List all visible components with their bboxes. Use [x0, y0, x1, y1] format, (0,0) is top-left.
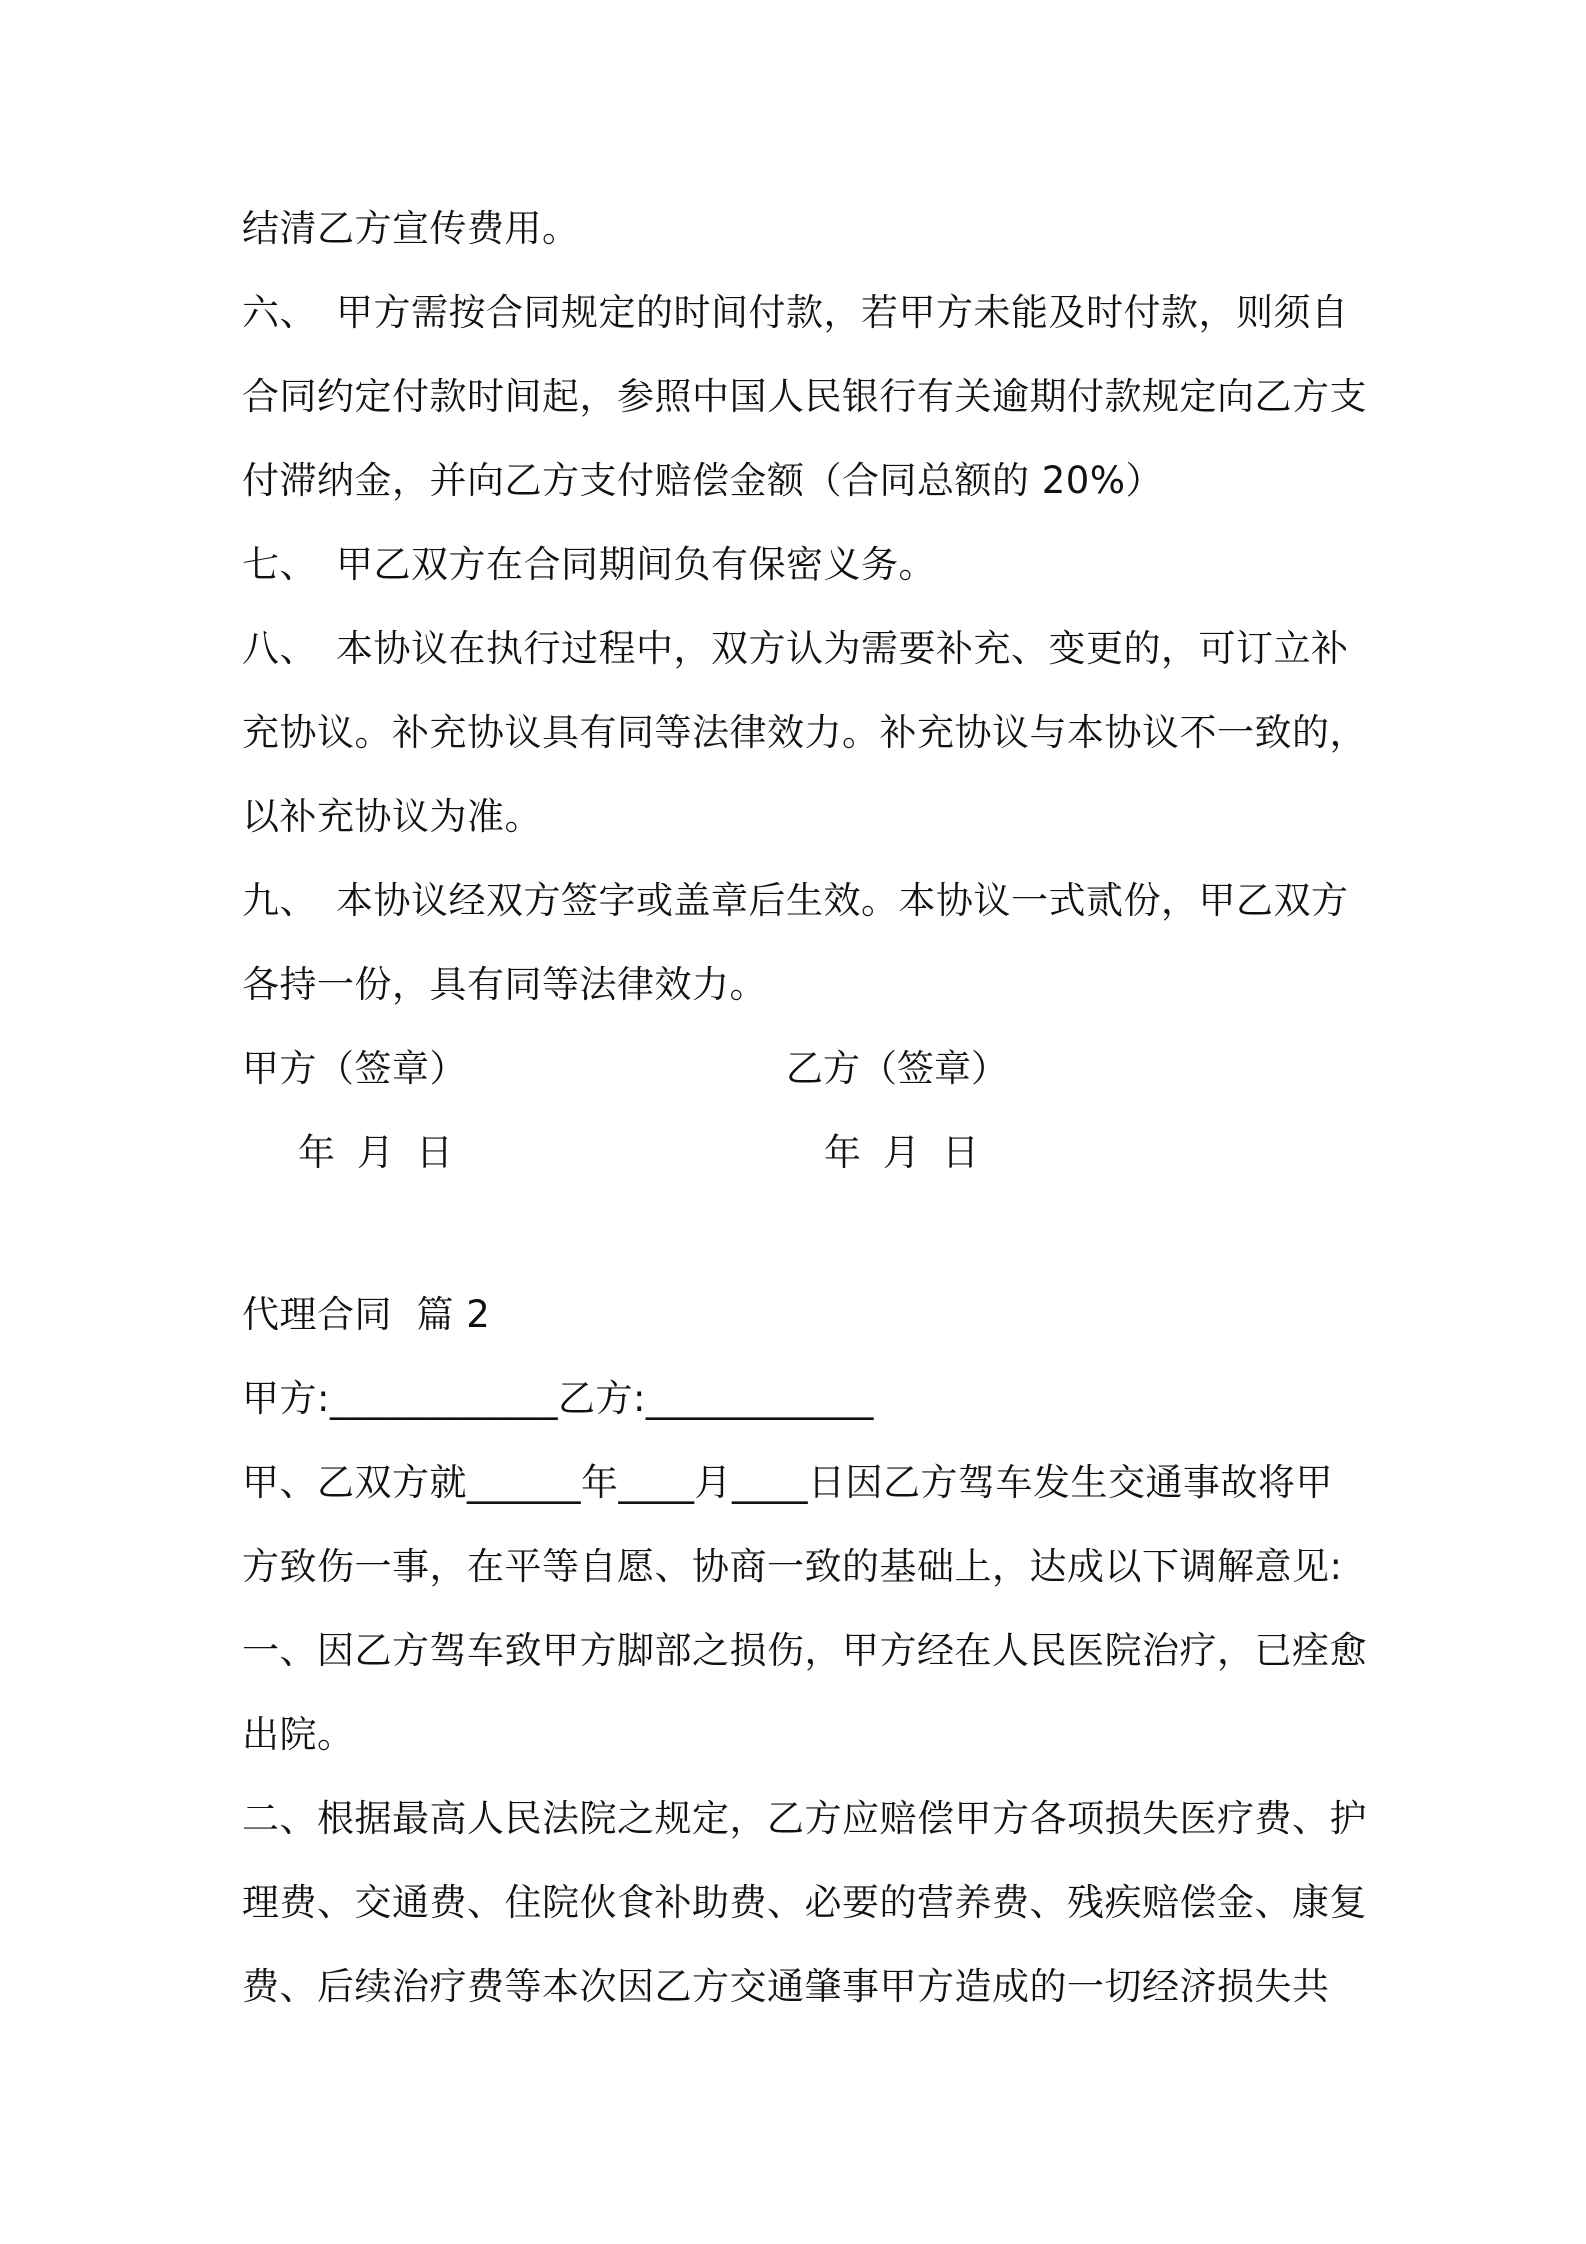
section-title: 代理合同 篇 2: [242, 1293, 491, 1336]
month-label: 月: [883, 1131, 920, 1174]
item-2-line-3: 费、后续治疗费等本次因乙方交通肇事甲方造成的一切经济损失共: [242, 1965, 1330, 2008]
clause-text: 本协议在执行过程中，双方认为需要补充、变更的，可订立补: [336, 627, 1349, 670]
party-b-signature-label: 乙方（签章）: [786, 1047, 1008, 1090]
clause-6-line-3: 付滞纳金，并向乙方支付赔偿金额（合同总额的 20%）: [242, 459, 1163, 502]
month-label: 月: [357, 1131, 394, 1174]
clause-text: 本协议经双方签字或盖章后生效。本协议一式贰份，甲乙双方: [336, 879, 1349, 922]
clause-number: 八、: [242, 627, 317, 670]
party-a-signature-label: 甲方（签章）: [242, 1047, 467, 1090]
day-label: 日: [416, 1131, 453, 1174]
party-b-date: [824, 1130, 1001, 1176]
parties-line: 甲方:____________乙方:____________: [242, 1377, 874, 1420]
item-2-line-1: 二、根据最高人民法院之规定，乙方应赔偿甲方各项损失医疗费、护: [242, 1797, 1367, 1840]
clause-8-line-2: 充协议。补充协议具有同等法律效力。补充协议与本协议不一致的，: [242, 711, 1367, 754]
party-a-date: [298, 1130, 475, 1176]
item-1-line-2: 出院。: [242, 1713, 355, 1756]
clause-number: 七、: [242, 543, 317, 586]
clause-6-line-1: [242, 290, 1349, 336]
clause-number: 六、: [242, 291, 317, 334]
clause-9-line-1: [242, 878, 1349, 924]
item-1-line-1: 一、因乙方驾车致甲方脚部之损伤，甲方经在人民医院治疗，已痊愈: [242, 1629, 1367, 1672]
clause-6-line-2: 合同约定付款时间起，参照中国人民银行有关逾期付款规定向乙方支: [242, 375, 1367, 418]
intro-line-2: 方致伤一事，在平等自愿、协商一致的基础上，达成以下调解意见:: [242, 1545, 1343, 1588]
text-line: 结清乙方宣传费用。: [242, 207, 580, 250]
year-label: 年: [298, 1131, 335, 1174]
clause-7-line-1: [242, 542, 936, 588]
clause-9-line-2: 各持一份，具有同等法律效力。: [242, 963, 767, 1006]
item-2-line-2: 理费、交通费、住院伙食补助费、必要的营养费、残疾赔偿金、康复: [242, 1881, 1367, 1924]
clause-8-line-3: 以补充协议为准。: [242, 795, 542, 838]
intro-line-1: 甲、乙双方就______年____月____日因乙方驾车发生交通事故将甲: [242, 1461, 1333, 1504]
clause-text: 甲乙双方在合同期间负有保密义务。: [336, 543, 936, 586]
clause-8-line-1: [242, 626, 1349, 672]
clause-number: 九、: [242, 879, 317, 922]
clause-text: 甲方需按合同规定的时间付款，若甲方未能及时付款，则须自: [336, 291, 1349, 334]
year-label: 年: [824, 1131, 861, 1174]
day-label: 日: [942, 1131, 979, 1174]
